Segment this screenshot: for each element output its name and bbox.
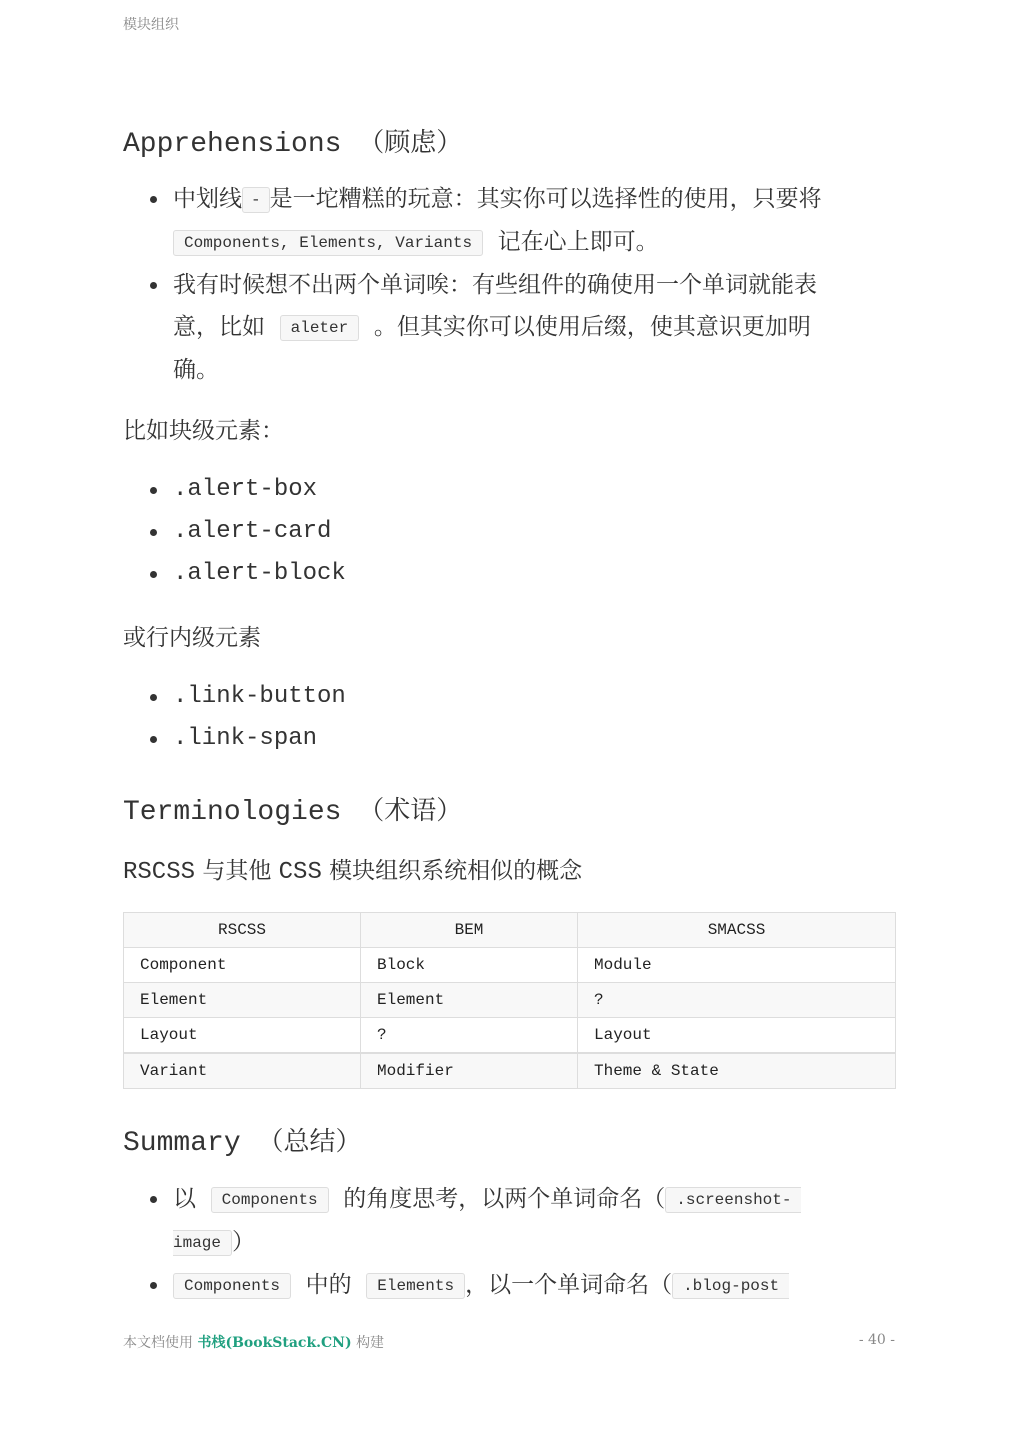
table-cell: Variant [124, 1053, 361, 1089]
intro-text: 模块组织系统相似的概念 [329, 858, 583, 884]
heading-summary-cn: （总结） [257, 1127, 362, 1157]
page-number: - 40 - [858, 1332, 895, 1348]
list-item: .alert-block [123, 553, 895, 595]
intro-text: CSS [278, 859, 322, 886]
column-header-rscss: RSCSS [124, 913, 361, 948]
item-text: 的角度思考，以两个单词命名（ [343, 1186, 666, 1212]
inline-code: .screenshot- [665, 1187, 801, 1213]
item-text: 。但其实你可以使用后缀，使其意识更加明 [373, 314, 811, 340]
table-row [124, 1018, 896, 1054]
table-cell: Theme & State [578, 1053, 896, 1089]
list-item: .link-button [123, 676, 895, 718]
table-cell: Layout [578, 1018, 896, 1054]
heading-summary-text: Summary [123, 1128, 241, 1159]
heading-apprehensions-cn: （顾虑） [358, 128, 463, 158]
heading-terminologies [123, 790, 462, 828]
item-text: ，以一个单词命名（ [465, 1272, 673, 1298]
footer-suffix: 构建 [356, 1335, 385, 1351]
footer-brand-link[interactable]: 书栈(BookStack.CN) [197, 1335, 352, 1351]
list-item [123, 178, 895, 264]
apprehensions-list [123, 178, 895, 391]
item-text: 我有时候想不出两个单词唉：有些组件的确使用一个单词就能表 [173, 272, 817, 298]
heading-apprehensions [123, 122, 462, 160]
block-elements-list [123, 469, 895, 595]
table-cell: ? [578, 983, 896, 1018]
item-text: 是一坨糟糕的玩意：其实你可以选择性的使用，只要将 [269, 186, 822, 212]
table-cell: Block [361, 948, 578, 983]
item-text: 中的 [305, 1272, 352, 1298]
intro-text: 与其他 [202, 858, 272, 884]
item-text: 意，比如 [173, 314, 265, 340]
table-row [124, 1053, 896, 1089]
terminology-table [123, 912, 896, 1089]
column-header-bem: BEM [361, 913, 578, 948]
list-item: .alert-card [123, 511, 895, 553]
list-item [123, 1178, 895, 1264]
inline-code: Elements [366, 1273, 465, 1299]
inline-code: .blog-post [672, 1273, 789, 1299]
inline-code: image [173, 1230, 232, 1256]
item-text: 中划线 [173, 186, 242, 212]
footer-prefix: 本文档使用 [123, 1335, 193, 1351]
heading-apprehensions-text: Apprehensions [123, 129, 342, 160]
inline-code: Components [173, 1273, 291, 1299]
table-cell: Element [361, 983, 578, 1018]
heading-terminologies-text: Terminologies [123, 797, 342, 828]
intro-text: RSCSS [123, 859, 196, 886]
item-text: ） [232, 1229, 256, 1255]
table-row [124, 948, 896, 983]
item-text: 以 [173, 1186, 196, 1212]
list-item [123, 264, 895, 391]
document-page [123, 0, 895, 1440]
item-text: 确。 [173, 357, 219, 383]
table-cell: ? [361, 1018, 578, 1054]
table-cell: Element [124, 983, 361, 1018]
heading-summary [123, 1121, 361, 1159]
inline-code: aleter [280, 315, 360, 341]
list-item: .alert-box [123, 469, 895, 511]
terminologies-intro [123, 852, 582, 886]
inline-code: Components, Elements, Variants [173, 230, 483, 256]
table-cell: Component [124, 948, 361, 983]
inline-elements-list [123, 676, 895, 760]
table-cell: Module [578, 948, 896, 983]
column-header-smacss: SMACSS [578, 913, 896, 948]
inline-code: Components [211, 1187, 329, 1213]
inline-elements-intro: 或行内级元素 [123, 625, 261, 651]
table-header-row [124, 913, 896, 948]
summary-list [123, 1178, 895, 1307]
table-cell: Layout [124, 1018, 361, 1054]
running-header: 模块组织 [123, 17, 179, 33]
heading-terminologies-cn: （术语） [358, 796, 463, 826]
block-elements-intro: 比如块级元素： [123, 418, 284, 444]
inline-code: - [242, 187, 270, 213]
table-cell: Modifier [361, 1053, 578, 1089]
list-item: .link-span [123, 718, 895, 760]
page-footer [123, 1332, 895, 1352]
item-text: 记在心上即可。 [497, 229, 659, 255]
table-row [124, 983, 896, 1018]
list-item [123, 1264, 895, 1307]
